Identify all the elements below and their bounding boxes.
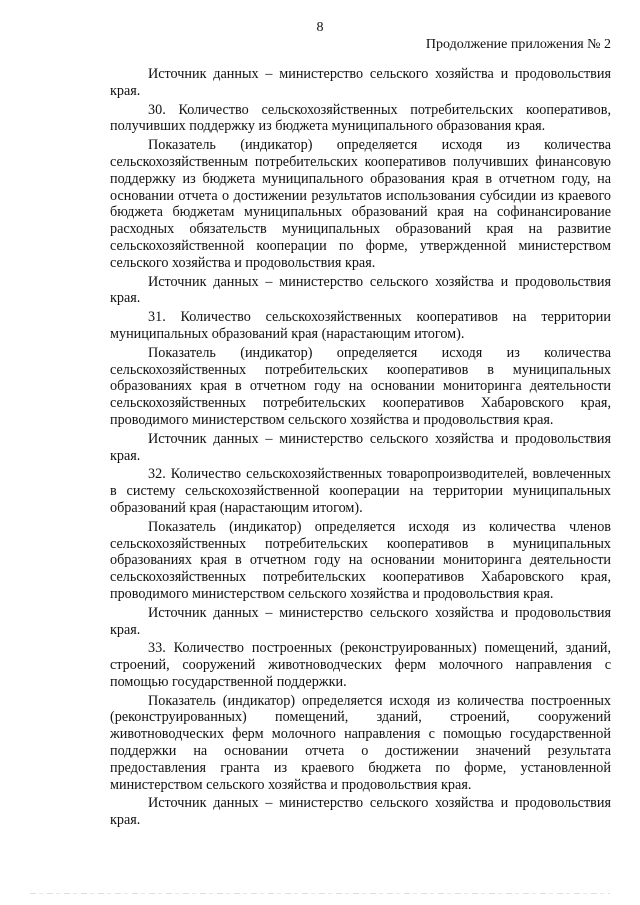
paragraph-item-31: 31. Количество сельскохозяйственных кооперативов на территории муниципальных образований края (нарастающим итогом). — [110, 309, 611, 342]
page-number: 8 — [316, 20, 324, 35]
paragraph-indicator-32: Показатель (индикатор) определяется исходя из количества членов сельскохозяйственных потребительских кооперативов в муниципальных образованиях края в отчетном году на основании мониторинга деятельности сельскохозяйственных потребительских кооперативов Хабаровского края, проводимого министерством сельского хозяйства и продовольствия края. — [110, 518, 611, 602]
paragraph-item-30: 30. Количество сельскохозяйственных потребительских кооперативов, получивших поддержку из бюджета муниципального образования края. — [110, 101, 611, 135]
scan-artifact-line — [30, 893, 610, 894]
paragraph-item-32: 32. Количество сельскохозяйственных товаропроизводителей, вовлеченных в систему сельскохозяйственной кооперации на территории муниципальных образований края (нарастающим итогом). — [110, 466, 611, 516]
paragraph-indicator-30: Показатель (индикатор) определяется исходя из количества сельскохозяйственным потребительских кооперативов получивших финансовую поддержку из бюджета муниципального образования края в отчетном году, на основании отчета о достижении результатов использования субсидии из краевого бюджета бюджетам муниципальных образований края на софинансирование расходных обязательств муниципальных образований края на развитие сельскохозяйственной кооперации по форме, утвержденной министерством сельского хозяйства и продовольствия края. — [110, 137, 611, 271]
paragraph-item-33: 33. Количество построенных (реконструированных) помещений, зданий, строений, сооружений животноводческих ферм молочного направления с помощью государственной поддержки. — [110, 640, 611, 690]
document-body — [110, 66, 611, 829]
paragraph-indicator-33: Показатель (индикатор) определяется исходя из количества построенных (реконструированных) помещений, зданий, строений, сооружений животноводческих ферм молочного направления с помощью государственной поддержки на основании отчета о достижении значений результата предоставления гранта из краевого бюджета по форме, установленной министерством сельского хозяйства и продовольствия края. — [110, 692, 611, 793]
paragraph-source-2: Источник данных – министерство сельского хозяйства и продовольствия края. — [110, 273, 611, 307]
paragraph-source-5: Источник данных – министерство сельского хозяйства и продовольствия края. — [110, 795, 611, 829]
paragraph-source-3: Источник данных – министерство сельского хозяйства и продовольствия края. — [110, 430, 611, 464]
paragraph-source-4: Источник данных – министерство сельского хозяйства и продовольствия края. — [110, 604, 611, 638]
paragraph-indicator-31: Показатель (индикатор) определяется исходя из количества сельскохозяйственных потребительских кооперативов в муниципальных образованиях края в отчетном году на основании мониторинга деятельности сельскохозяйственных потребительских кооперативов Хабаровского края, проводимого министерством сельского хозяйства и продовольствия края. — [110, 344, 611, 428]
paragraph-source-1: Источник данных – министерство сельского хозяйства и продовольствия края. — [110, 66, 611, 99]
appendix-label: Продолжение приложения № 2 — [425, 37, 611, 52]
